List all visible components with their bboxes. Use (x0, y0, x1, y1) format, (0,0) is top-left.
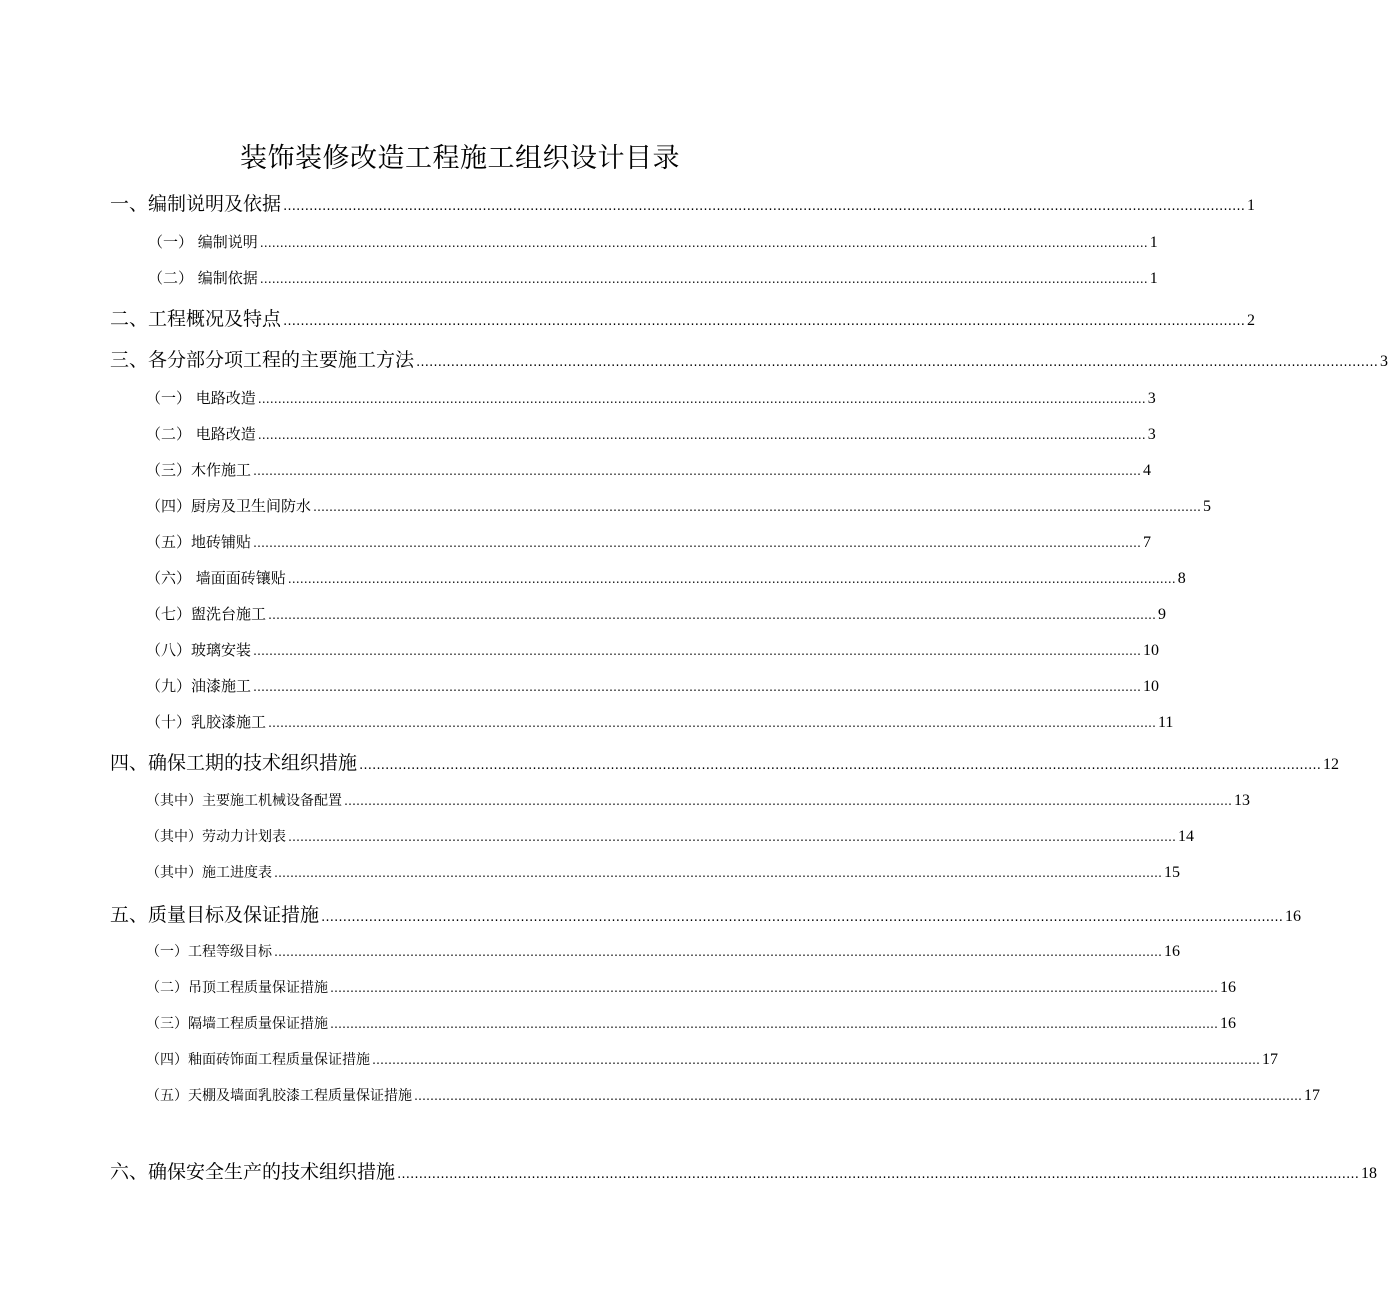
toc-page-number: 7 (1143, 534, 1152, 551)
toc-page-number: 15 (1164, 864, 1180, 881)
toc-entry-label: （二） 电路改造 (146, 425, 256, 443)
toc-page-number: 9 (1158, 606, 1167, 623)
toc-entry-label: （五）地砖铺贴 (146, 533, 252, 551)
toc-entry-subsection[interactable] (146, 1085, 1320, 1105)
toc-entry-label: （三）隔墙工程质量保证措施 (146, 1016, 328, 1032)
toc-entry-subsection[interactable] (146, 459, 1152, 480)
page-title: 装饰装修改造工程施工组织设计目录 (240, 143, 680, 174)
toc-entry-subsection[interactable] (146, 531, 1152, 552)
toc-entry-label: （五）天棚及墙面乳胶漆工程质量保证措施 (146, 1088, 412, 1104)
toc-entry-subsection[interactable] (146, 941, 1180, 961)
toc-leader-dots: …………………………………………………………………………………………………………………………………………………………………………………………………… (253, 644, 1142, 658)
toc-leader-dots: …………………………………………………………………………………………………………………………………………………………………………………………………… (372, 1053, 1260, 1067)
toc-entry-label: （其中）劳动力计划表 (146, 829, 286, 845)
toc-page-number: 14 (1178, 828, 1194, 845)
toc-entry-subsection[interactable] (146, 567, 1186, 588)
toc-entry-label: （其中）主要施工机械设备配置 (146, 793, 342, 809)
toc-entry-subsection[interactable] (146, 387, 1156, 408)
toc-entry-label: 五、质量目标及保证措施 (110, 904, 320, 926)
toc-entry-label: （七）盥洗台施工 (146, 605, 267, 623)
toc-entry-label: 四、确保工期的技术组织措施 (110, 752, 358, 774)
toc-leader-dots: …………………………………………………………………………………………………………………………………………………………………………………………………… (313, 500, 1202, 514)
toc-entry-subsection[interactable] (146, 603, 1167, 624)
toc-page-number: 18 (1361, 1165, 1378, 1182)
toc-entry-label: 一、编制说明及依据 (110, 193, 282, 215)
toc-leader-dots: …………………………………………………………………………………………………………………………………………………………………………………………………… (287, 572, 1176, 586)
toc-leader-dots: …………………………………………………………………………………………………………………………………………………………………………………………………… (330, 1017, 1218, 1031)
toc-entry-label: （四）厨房及卫生间防水 (146, 497, 312, 515)
toc-leader-dots: …………………………………………………………………………………………………………………………………………………………………………………………………… (283, 199, 1246, 214)
toc-entry-section-5[interactable] (110, 900, 1302, 927)
toc-leader-dots: …………………………………………………………………………………………………………………………………………………………………………………………………… (397, 1167, 1360, 1182)
toc-leader-dots: …………………………………………………………………………………………………………………………………………………………………………………………………… (274, 945, 1162, 959)
toc-entry-subsection[interactable] (146, 790, 1250, 810)
toc-page-number: 3 (1147, 426, 1156, 443)
toc-leader-dots: …………………………………………………………………………………………………………………………………………………………………………………………………… (259, 272, 1148, 286)
toc-entry-subsection[interactable] (146, 711, 1174, 732)
toc-page-number: 8 (1177, 570, 1186, 587)
toc-entry-label: （二）吊顶工程质量保证措施 (146, 980, 328, 996)
toc-entry-section-6[interactable] (110, 1157, 1378, 1184)
toc-leader-dots: …………………………………………………………………………………………………………………………………………………………………………………………………… (283, 314, 1246, 329)
toc-leader-dots: …………………………………………………………………………………………………………………………………………………………………………………………………… (268, 608, 1157, 622)
toc-page-number: 10 (1143, 642, 1160, 659)
toc-page-number: 11 (1158, 714, 1174, 731)
toc-page-number: 17 (1262, 1051, 1278, 1068)
toc-page-number: 10 (1143, 678, 1160, 695)
toc-page-number: 16 (1285, 908, 1302, 925)
toc-page-number: 5 (1203, 498, 1212, 515)
toc-page-number: 3 (1380, 353, 1388, 370)
toc-leader-dots: …………………………………………………………………………………………………………………………………………………………………………………………………… (259, 236, 1148, 250)
toc-entry-label: （三）木作施工 (146, 461, 252, 479)
toc-entry-section-2[interactable] (110, 304, 1256, 331)
toc-entry-subsection[interactable] (146, 826, 1194, 846)
toc-page-number: 1 (1149, 234, 1158, 251)
toc-leader-dots: …………………………………………………………………………………………………………………………………………………………………………………………………… (268, 716, 1157, 730)
toc-entry-section-3[interactable] (110, 345, 1388, 372)
toc-entry-subsection[interactable] (148, 231, 1158, 252)
toc-entry-label: （其中）施工进度表 (146, 865, 272, 881)
toc-entry-subsection[interactable] (146, 1049, 1278, 1069)
toc-entry-label: 三、各分部分项工程的主要施工方法 (110, 349, 415, 371)
toc-entry-subsection[interactable] (146, 639, 1160, 660)
toc-page-number: 2 (1247, 312, 1256, 329)
toc-leader-dots: …………………………………………………………………………………………………………………………………………………………………………………………………… (330, 981, 1218, 995)
toc-entry-label: （四）釉面砖饰面工程质量保证措施 (146, 1052, 370, 1068)
toc-entry-label: （一） 编制说明 (148, 233, 258, 251)
toc-leader-dots: …………………………………………………………………………………………………………………………………………………………………………………………………… (359, 758, 1322, 773)
toc-entry-label: （二） 编制依据 (148, 269, 258, 287)
toc-page-number: 17 (1304, 1087, 1320, 1104)
toc-leader-dots: …………………………………………………………………………………………………………………………………………………………………………………………………… (257, 392, 1146, 406)
toc-leader-dots: …………………………………………………………………………………………………………………………………………………………………………………………………… (288, 830, 1176, 844)
toc-entry-label: （六） 墙面面砖镶贴 (146, 569, 286, 587)
toc-entry-section-1[interactable] (110, 189, 1256, 216)
toc-entry-label: 二、工程概况及特点 (110, 308, 282, 330)
toc-entry-subsection[interactable] (146, 977, 1236, 997)
toc-page-number: 16 (1220, 979, 1236, 996)
toc-entry-subsection[interactable] (148, 267, 1158, 288)
toc-leader-dots: …………………………………………………………………………………………………………………………………………………………………………………………………… (274, 866, 1162, 880)
toc-page-number: 1 (1247, 197, 1256, 214)
toc-entry-label: （八）玻璃安装 (146, 641, 252, 659)
toc-page-number: 1 (1149, 270, 1158, 287)
toc-page-number: 16 (1220, 1015, 1236, 1032)
toc-entry-section-4[interactable] (110, 748, 1340, 775)
toc-entry-subsection[interactable] (146, 675, 1160, 696)
toc-entry-subsection[interactable] (146, 1013, 1236, 1033)
toc-page-number: 16 (1164, 943, 1180, 960)
toc-entry-label: （一） 电路改造 (146, 389, 256, 407)
toc-entry-subsection[interactable] (146, 423, 1156, 444)
toc-leader-dots: …………………………………………………………………………………………………………………………………………………………………………………………………… (416, 355, 1379, 370)
toc-leader-dots: …………………………………………………………………………………………………………………………………………………………………………………………………… (257, 428, 1146, 442)
toc-leader-dots: …………………………………………………………………………………………………………………………………………………………………………………………………… (414, 1089, 1302, 1103)
toc-leader-dots: …………………………………………………………………………………………………………………………………………………………………………………………………… (253, 680, 1142, 694)
toc-page-number: 13 (1234, 792, 1250, 809)
toc-entry-label: （一）工程等级目标 (146, 944, 272, 960)
toc-leader-dots: …………………………………………………………………………………………………………………………………………………………………………………………………… (344, 794, 1232, 808)
toc-leader-dots: …………………………………………………………………………………………………………………………………………………………………………………………………… (253, 536, 1142, 550)
toc-entry-subsection[interactable] (146, 495, 1212, 516)
toc-page-number: 12 (1323, 756, 1340, 773)
toc-entry-label: （十）乳胶漆施工 (146, 713, 267, 731)
toc-entry-label: 六、确保安全生产的技术组织措施 (110, 1161, 396, 1183)
toc-page-number: 4 (1143, 462, 1152, 479)
toc-leader-dots: …………………………………………………………………………………………………………………………………………………………………………………………………… (253, 464, 1142, 478)
toc-leader-dots: …………………………………………………………………………………………………………………………………………………………………………………………………… (321, 910, 1284, 925)
toc-entry-label: （九）油漆施工 (146, 677, 252, 695)
toc-entry-subsection[interactable] (146, 862, 1180, 882)
toc-page-number: 3 (1147, 390, 1156, 407)
